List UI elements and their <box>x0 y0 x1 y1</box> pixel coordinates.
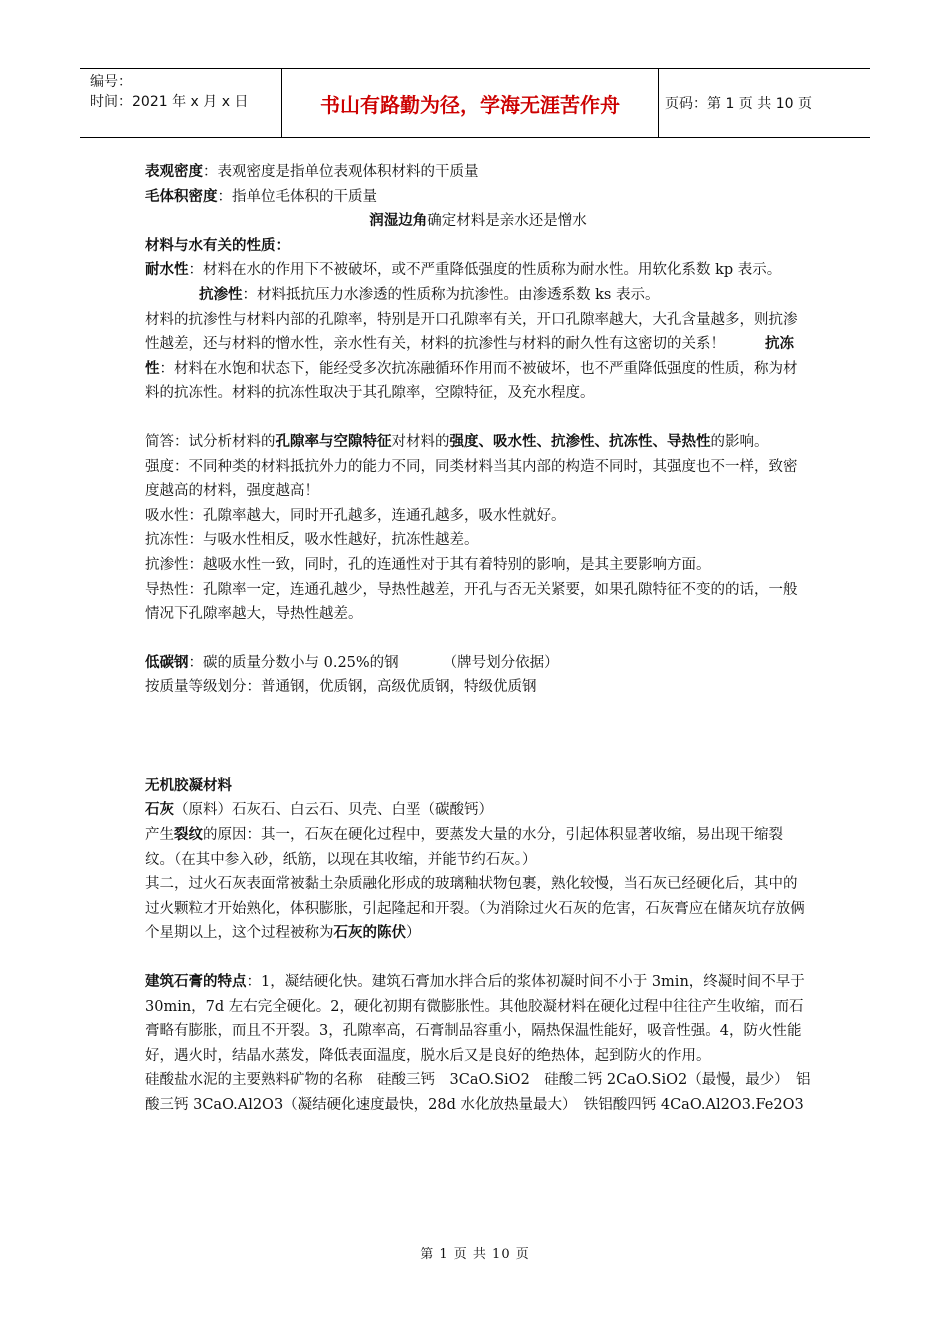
heading-inorganic: 无机胶凝材料 <box>145 776 232 794</box>
term-apparent-density: 表观密度 <box>145 163 203 180</box>
date-label: 时间：2021 年 x 月 x 日 <box>90 94 249 110</box>
paragraph-low-carbon: 低碳钢：碳的质量分数小与 0.25%的钢 （牌号划分依据） <box>145 653 559 671</box>
heading-water-properties: 材料与水有关的性质： <box>145 236 290 254</box>
paragraph-question: 简答：试分析材料的孔隙率与空隙特征对材料的强度、吸水性、抗渗性、抗冻性、导热性的影响。 <box>145 432 769 450</box>
answer-impermeability: 抗渗性：越吸水性一致，同时，孔的连通性对于其有着特别的影响，是其主要影响方面。 <box>145 556 711 573</box>
answer-absorption: 吸水性：孔隙率越大，同时开孔越多，连通孔越多，吸水性就好。 <box>145 507 566 524</box>
paragraph-crack: 产生裂纹的原因：其一，石灰在硬化过程中，要蒸发大量的水分，引起体积显著收缩，易出现干缩裂纹。（在其中参入砂，纸筋，以现在其收缩，并能节约石灰。） <box>145 826 783 868</box>
header-motto-cell <box>282 69 659 137</box>
paragraph-water-resistance: 耐水性：材料在水的作用下不被破坏，或不严重降低强度的性质称为耐水性。用软化系数 kp 表示。抗渗性：材料抵抗压力水渗透的性质称为抗渗性。由渗透系数 ks 表示。 <box>145 261 782 303</box>
answer-thermal: 导热性：孔隙率一定，连通孔越少，导热性越差，开孔与否无关紧要，如果孔隙特征不变的的话，一般情况下孔隙率越大，导热性越差。 <box>145 581 798 623</box>
paragraph-lime: 石灰（原料）石灰石、白云石、贝壳、白垩（碳酸钙） <box>145 801 493 819</box>
term-bulk-density: 毛体积密度 <box>145 187 218 205</box>
document-body <box>145 160 811 1118</box>
answer-frost: 抗冻性：与吸水性相反，吸水性越好，抗冻性越差。 <box>145 532 479 549</box>
number-label: 编号： <box>90 74 132 90</box>
paragraph-bulk-density: 毛体积密度：指单位毛体积的干质量 <box>145 187 377 205</box>
paragraph-cement-minerals: 硅酸盐水泥的主要熟料矿物的名称 硅酸三钙 3CaO.SiO2 硅酸二钙 2CaO.SiO2（最慢，最少） 铝酸三钙 3CaO.Al2O3（凝结硬化速度最快，28d 水化放热量最大） 铁铝酸四钙 4CaO.Al2O3.Fe2O3 <box>145 1072 811 1113</box>
term-wetting-angle: 润湿边角 <box>369 212 428 230</box>
answer-strength: 强度：不同种类的材料抵抗外力的能力不同，同类材料当其内部的构造不同时，其强度也不一样，致密度越高的材料，强度越高！ <box>145 458 798 500</box>
paragraph-impermeability: 材料的抗渗性与材料内部的孔隙率，特别是开口孔隙率有关，开口孔隙率越大，大孔含量越多，则抗渗性越差，还与材料的憎水性，亲水性有关，材料的抗渗性与材料的耐久性有这密切的关系！ 抗冻性：材料在水饱和状态下，能经受多次抗冻融循环作用而不被破坏，也不严重降低强度的性质，称为材料的抗冻性。材料的抗冻性取决于其孔隙率，空隙特征，及充水程度。 <box>145 311 798 402</box>
page-footer: 第 1 页 共 10 页 <box>420 1247 530 1262</box>
paragraph-wetting-angle: 润湿边角确定材料是亲水还是憎水 <box>369 212 587 230</box>
page-info: 页码：第 1 页 共 10 页 <box>665 96 812 112</box>
header-page-cell <box>659 69 870 137</box>
paragraph-gypsum: 建筑石膏的特点：1，凝结硬化快。建筑石膏加水拌合后的浆体初凝时间不小于 3min，终凝时间不早于 30min，7d 左右完全硬化。2，硬化初期有微膨胀性。其他胶凝材料在硬化过程中往往产生收缩，而石膏略有膨胀，而且不开裂。3，孔隙率高，石膏制品容重小，隔热保温性能好，吸音性强。4，防火性能好，遇火时，结晶水蒸发，降低表面温度，脱水后又是良好的绝热体，起到防火的作用。 <box>145 973 805 1064</box>
page-header <box>80 68 870 138</box>
paragraph-apparent-density: 表观密度：表观密度是指单位表观体积材料的干质量 <box>145 163 479 180</box>
paragraph-quality-grades: 按质量等级划分：普通钢，优质钢，高级优质钢，特级优质钢 <box>145 679 537 696</box>
header-info-cell <box>80 69 282 137</box>
paragraph-crack-second: 其二，过火石灰表面常被黏土杂质融化形成的玻璃釉状物包裹，熟化较慢，当石灰已经硬化后，其中的过火颗粒才开始熟化，体积膨胀，引起隆起和开裂。（为消除过火石灰的危害，石灰膏应在储灰坑存放俩个星期以上，这个过程被称为石灰的陈伏） <box>145 876 805 942</box>
motto: 书山有路勤为径，学海无涯苦作舟 <box>320 92 620 117</box>
